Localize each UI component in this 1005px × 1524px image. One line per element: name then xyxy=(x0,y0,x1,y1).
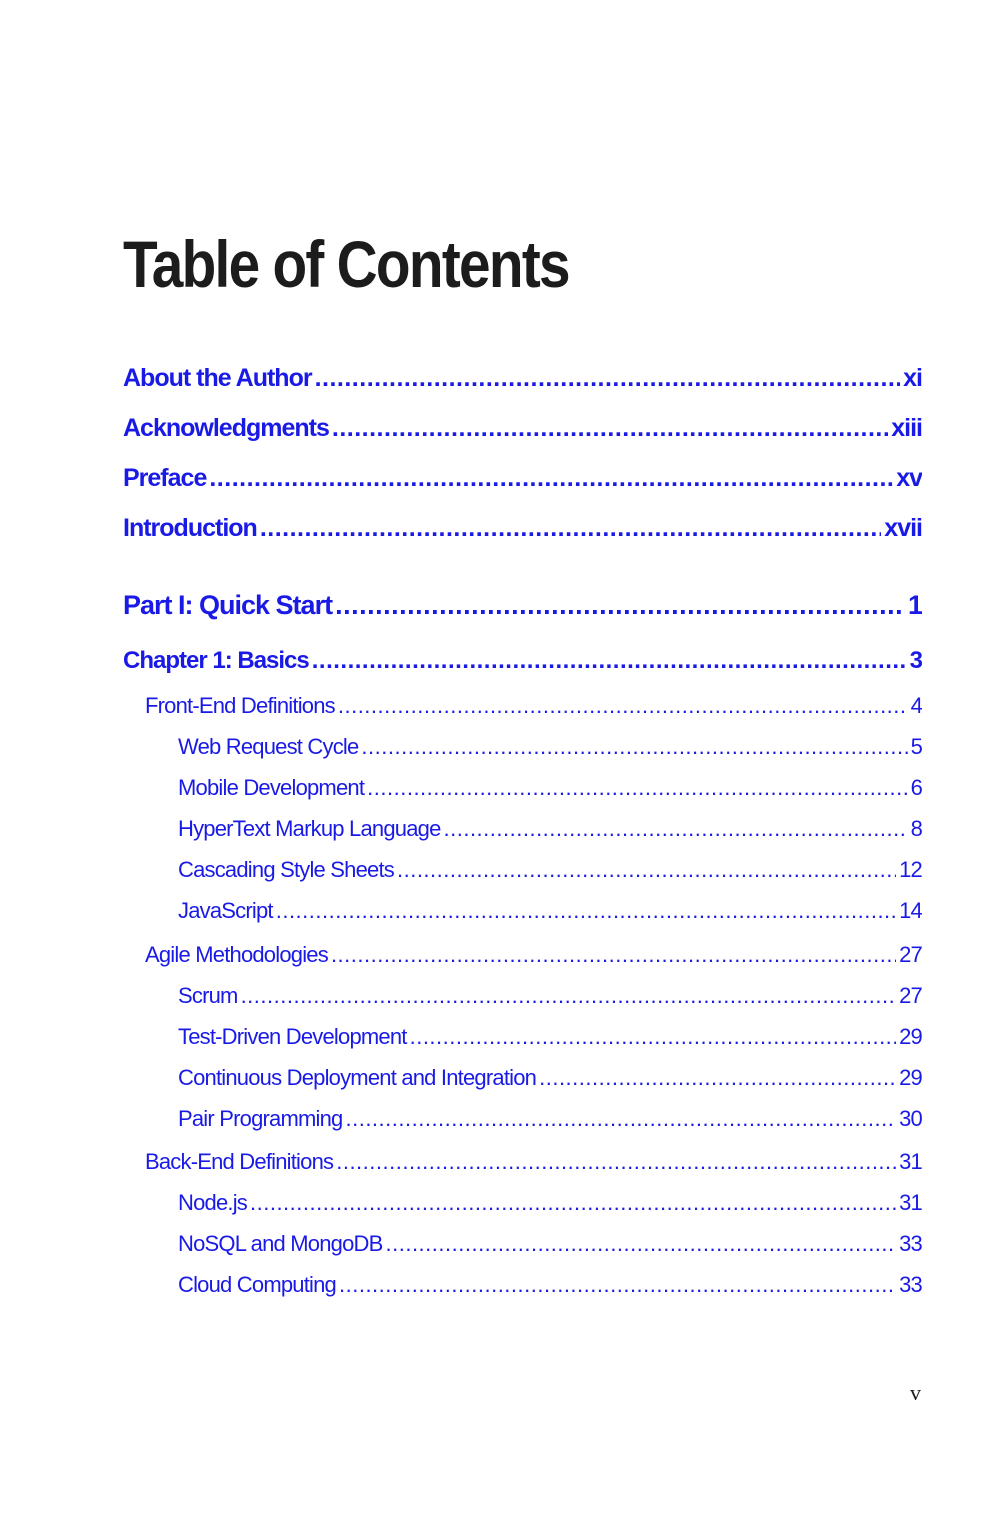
toc-entry-page: 33 xyxy=(899,1231,922,1256)
toc-entry-page: 6 xyxy=(910,775,922,800)
toc-entry-node-js[interactable] xyxy=(178,1190,922,1224)
toc-entry-acknowledgments[interactable] xyxy=(123,414,922,448)
dot-leader xyxy=(312,647,907,675)
dot-leader xyxy=(539,1065,896,1091)
toc-entry-page: 30 xyxy=(899,1106,922,1131)
toc-entry-label: Node.js xyxy=(178,1190,247,1215)
toc-entry-label: Preface xyxy=(123,464,207,492)
toc-entry-page: 12 xyxy=(899,857,922,882)
page-number: v xyxy=(910,1380,921,1405)
toc-entry-label: Web Request Cycle xyxy=(178,734,359,759)
toc-entry-chapter-1[interactable] xyxy=(123,647,922,681)
dot-leader xyxy=(345,1106,896,1132)
toc-entry-label: Front-End Definitions xyxy=(145,693,335,718)
toc-entry-label: Pair Programming xyxy=(178,1106,343,1131)
toc-entry-label: Cloud Computing xyxy=(178,1272,336,1297)
toc-entry-label: Acknowledgments xyxy=(123,414,329,442)
toc-entry-label: Back-End Definitions xyxy=(145,1149,334,1174)
toc-entry-page: 3 xyxy=(909,647,922,674)
dot-leader xyxy=(386,1231,897,1257)
toc-entry-introduction[interactable] xyxy=(123,514,922,548)
toc-entry-page: xvii xyxy=(884,514,922,542)
dot-leader xyxy=(250,1190,896,1216)
toc-entry-page: xi xyxy=(903,364,922,392)
dot-leader xyxy=(276,898,896,924)
dot-leader xyxy=(209,464,893,493)
toc-entry-cloud-computing[interactable] xyxy=(178,1272,922,1306)
dot-leader xyxy=(339,1272,896,1298)
toc-entry-label: Scrum xyxy=(178,983,238,1008)
toc-entry-page: 8 xyxy=(910,816,922,841)
dot-leader xyxy=(361,734,907,760)
toc-entry-continuous-deployment-and-integration[interactable] xyxy=(178,1065,922,1099)
dot-leader xyxy=(241,983,897,1009)
dot-leader xyxy=(260,514,881,543)
toc-entry-label: HyperText Markup Language xyxy=(178,816,441,841)
toc-entry-page: 14 xyxy=(899,898,922,923)
toc-entry-mobile-development[interactable] xyxy=(178,775,922,809)
dot-leader xyxy=(332,414,888,443)
toc-entry-web-request-cycle[interactable] xyxy=(178,734,922,768)
toc-entry-part-1[interactable] xyxy=(123,590,922,624)
toc-entry-label: Introduction xyxy=(123,514,257,542)
toc-entry-pair-programming[interactable] xyxy=(178,1106,922,1140)
toc-entry-front-end-definitions[interactable] xyxy=(145,693,922,727)
toc-entry-label: Agile Methodologies xyxy=(145,942,328,967)
dot-leader xyxy=(331,942,896,968)
toc-entry-hypertext-markup-language[interactable] xyxy=(178,816,922,850)
toc-entry-scrum[interactable] xyxy=(178,983,922,1017)
dot-leader xyxy=(335,590,905,621)
toc-entry-label: Mobile Development xyxy=(178,775,365,800)
toc-entry-page: 27 xyxy=(899,983,922,1008)
toc-entry-agile-methodologies[interactable] xyxy=(145,942,922,976)
toc-entry-label: Test-Driven Development xyxy=(178,1024,407,1049)
toc-entry-label: Cascading Style Sheets xyxy=(178,857,394,882)
dot-leader xyxy=(444,816,908,842)
dot-leader xyxy=(397,857,896,883)
toc-entry-page: 29 xyxy=(899,1065,922,1090)
dot-leader xyxy=(338,693,908,719)
toc-entry-cascading-style-sheets[interactable] xyxy=(178,857,922,891)
dot-leader xyxy=(315,364,901,393)
toc-entry-label: Part I: Quick Start xyxy=(123,590,333,620)
toc-entry-javascript[interactable] xyxy=(178,898,922,932)
toc-entry-page: 31 xyxy=(899,1149,922,1174)
toc-entry-page: xiii xyxy=(891,414,922,442)
dot-leader xyxy=(410,1024,897,1050)
toc-entry-back-end-definitions[interactable] xyxy=(145,1149,922,1183)
toc-entry-page: 27 xyxy=(899,942,922,967)
toc-entry-about-the-author[interactable] xyxy=(123,364,922,398)
toc-entry-label: JavaScript xyxy=(178,898,273,923)
toc-entry-page: 1 xyxy=(907,590,922,620)
dot-leader xyxy=(367,775,907,801)
toc-entry-label: Chapter 1: Basics xyxy=(123,647,309,674)
toc-entry-page: 33 xyxy=(899,1272,922,1297)
toc-entry-label: NoSQL and MongoDB xyxy=(178,1231,383,1256)
page-title: Table of Contents xyxy=(123,227,569,301)
toc-entry-page: 31 xyxy=(899,1190,922,1215)
toc-entry-page: 4 xyxy=(910,693,922,718)
toc-entry-test-driven-development[interactable] xyxy=(178,1024,922,1058)
toc-entry-label: About the Author xyxy=(123,364,312,392)
toc-entry-page: xv xyxy=(896,464,922,492)
toc-entry-preface[interactable] xyxy=(123,464,922,498)
toc-entry-label: Continuous Deployment and Integration xyxy=(178,1065,537,1090)
toc-entry-nosql-and-mongodb[interactable] xyxy=(178,1231,922,1265)
toc-entry-page: 29 xyxy=(899,1024,922,1049)
dot-leader xyxy=(336,1149,896,1175)
toc-entry-page: 5 xyxy=(910,734,922,759)
